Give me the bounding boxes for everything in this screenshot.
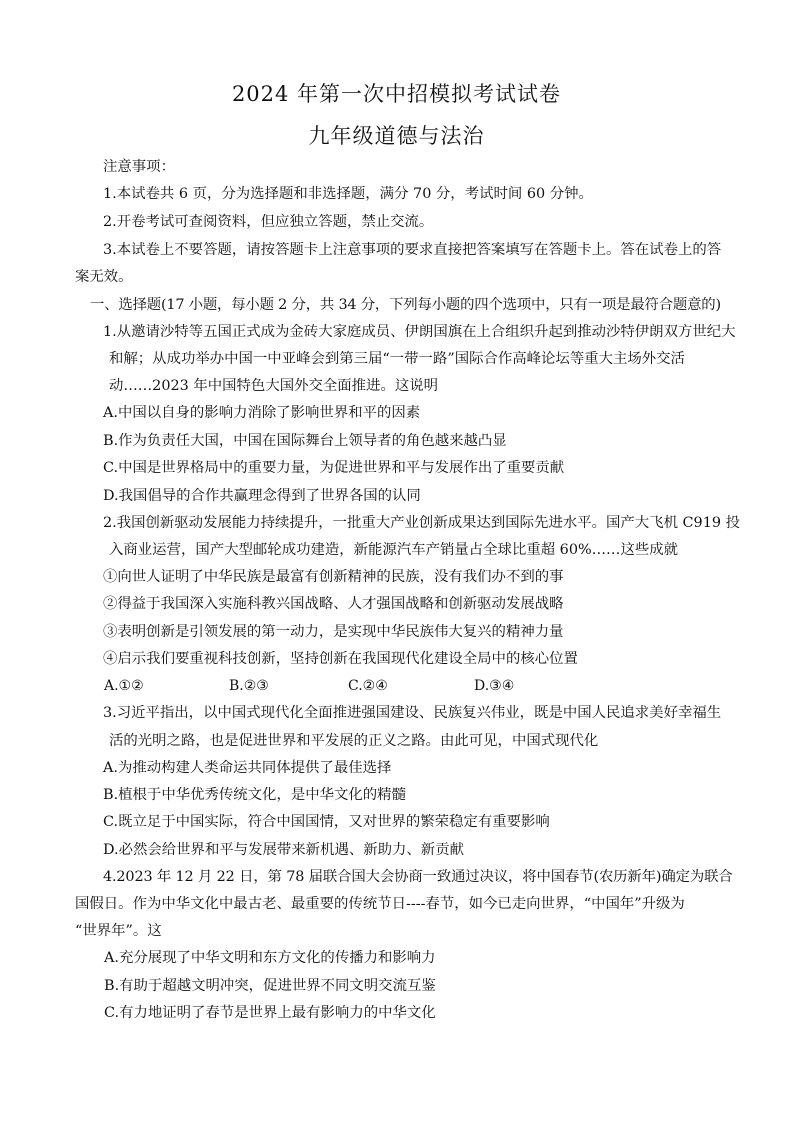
exam-title: 2024 年第一次中招模拟考试试卷 — [231, 82, 562, 106]
q1-stem-line: 1.从邀请沙特等五国正式成为金砖大家庭成员、伊朗国旗在上合组织升起到推动沙特伊朗双方世纪大 — [103, 324, 736, 340]
q1-stem-line: 动……2023 年中国特色大国外交全面推进。这说明 — [109, 378, 439, 394]
q2-option-d: D.③④ — [474, 678, 515, 694]
q1-stem-line: 和解；从成功举办中国一中亚峰会到第三届“一带一路”国际合作高峰论坛等重大主场外交活 — [109, 351, 685, 367]
exam-subtitle: 九年级道德与法治 — [308, 124, 485, 148]
q2-statement-4: ④启示我们要重视科技创新，坚持创新在我国现代化建设全局中的核心位置 — [103, 651, 578, 667]
q1-option-d: D.我国倡导的合作共赢理念得到了世界各国的认同 — [103, 488, 421, 504]
q3-option-d: D.必然会给世界和平与发展带来新机遇、新助力、新贡献 — [103, 842, 464, 858]
notice-heading: 注意事项： — [103, 159, 175, 175]
q4-stem-line: 国假日。作为中华文化中最古老、最重要的传统节日----春节，如今已走向世界，“中国年”升级为 — [75, 896, 685, 912]
section-heading: 一、选择题(17 小题，每小题 2 分，共 34 分，下列每小题的四个选项中，只有一项是最符合题意的) — [90, 297, 721, 313]
q4-stem-line: 4.2023 年 12 月 22 日，第 78 届联合国大会协商一致通过决议，将中国春节(农历新年)确定为联合 — [103, 869, 733, 885]
q2-stem-line: 入商业运营，国产大型邮轮成功建造，新能源汽车产销量占全球比重超 60%……这些成就 — [109, 542, 679, 558]
q4-option-b: B.有助于超越文明冲突，促进世界不同文明交流互鉴 — [104, 978, 436, 994]
q2-stem-line: 2.我国创新驱动发展能力持续提升，一批重大产业创新成果达到国际先进水平。国产大飞机 C919 投 — [103, 515, 740, 531]
q1-option-a: A.中国以自身的影响力消除了影响世界和平的因素 — [103, 405, 421, 421]
q3-stem-line: 3.习近平指出，以中国式现代化全面推进强国建设、民族复兴伟业，既是中国人民追求美好幸福生 — [103, 705, 722, 721]
notice-item: 2.开卷考试可查阅资料，但应独立答题，禁止交流。 — [103, 214, 434, 230]
notice-item: 案无效。 — [75, 269, 133, 285]
q4-stem-line: “世界年”。这 — [75, 923, 162, 939]
q2-statement-3: ③表明创新是引领发展的第一动力，是实现中华民族伟大复兴的精神力量 — [103, 624, 564, 640]
notice-item: 3.本试卷上不要答题，请按答题卡上注意事项的要求直接把答案填写在答题卡上。答在试卷上的答 — [103, 242, 722, 258]
q2-option-a: A.①② — [104, 678, 144, 694]
q3-option-b: B.植根于中华优秀传统文化，是中华文化的精髓 — [103, 787, 406, 803]
q3-stem-line: 活的光明之路，也是促进世界和平发展的正义之路。由此可见，中国式现代化 — [109, 733, 599, 749]
q1-option-c: C.中国是世界格局中的重要力量，为促进世界和平与发展作出了重要贡献 — [103, 460, 565, 476]
q4-option-a: A.充分展现了中华文明和东方文化的传播力和影响力 — [104, 950, 436, 966]
q4-option-c: C.有力地证明了春节是世界上最有影响力的中华文化 — [104, 1005, 436, 1021]
q2-statement-2: ②得益于我国深入实施科教兴国战略、人才强国战略和创新驱动发展战略 — [103, 596, 564, 612]
q2-statement-1: ①向世人证明了中华民族是最富有创新精神的民族，没有我们办不到的事 — [103, 569, 564, 585]
q3-option-c: C.既立足于中国实际，符合中国国情，又对世界的繁荣稳定有重要影响 — [103, 814, 550, 830]
notice-item: 1.本试卷共 6 页，分为选择题和非选择题，满分 70 分，考试时间 60 分钟。 — [103, 186, 593, 202]
q2-option-c: C.②④ — [348, 678, 388, 694]
q3-option-a: A.为推动构建人类命运共同体提供了最佳选择 — [103, 760, 392, 776]
q2-option-b: B.②③ — [229, 678, 269, 694]
q1-option-b: B.作为负责任大国，中国在国际舞台上领导者的角色越来越凸显 — [103, 433, 507, 449]
